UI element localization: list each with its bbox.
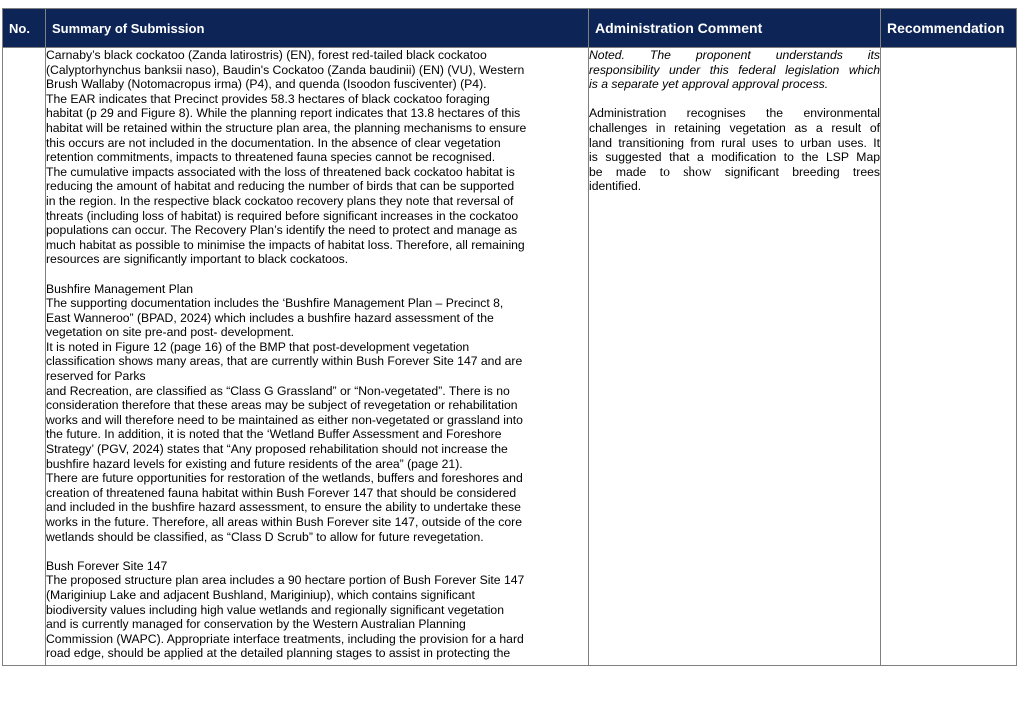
summary-line: in the region. In the respective black cockatoo recovery plans they note that reversal of <box>46 193 514 208</box>
admin-comment-cell <box>589 48 881 666</box>
summary-line: populations can occur. The Recovery Plan’s identify the need to protect and manage as <box>46 223 518 238</box>
summary-line: reserved for Parks <box>46 369 146 384</box>
summary-line: bushfire hazard levels for existing and future residents of the area” (page 21). <box>46 456 463 471</box>
paragraph-gap <box>46 267 588 282</box>
admin-text-part: significant breeding trees <box>711 164 880 179</box>
summary-line: and Recreation, are classified as “Class G Grassland” or “Non-vegetated”. There is no <box>46 383 510 398</box>
summary-line: habitat (p 29 and Figure 8). While the planning report indicates that 13.8 hectares of this <box>46 106 521 121</box>
table-row <box>3 48 1017 666</box>
summary-line: and is currently managed for conservation by the Western Australian Planning <box>46 617 466 632</box>
admin-text-part: be made <box>589 164 660 179</box>
summary-line: The EAR indicates that Precinct provides 58.3 hectares of black cockatoo foraging <box>46 91 490 106</box>
summary-line: classification shows many areas, that are currently within Bush Forever Site 147 and are <box>46 354 523 369</box>
summary-line: It is noted in Figure 12 (page 16) of the BMP that post-development vegetation <box>46 339 470 354</box>
summary-text <box>46 48 588 661</box>
admin-line <box>589 165 880 180</box>
header-summary: Summary of Submission <box>46 9 589 48</box>
summary-line: the future. In addition, it is noted that the ‘Wetland Buffer Assessment and Foreshore <box>46 427 502 442</box>
admin-comment-text <box>589 48 880 194</box>
summary-line: The proposed structure plan area includes a 90 hectare portion of Bush Forever Site 147 <box>46 573 525 588</box>
summary-line: and included in the bushfire hazard assessment, to ensure the ability to undertake these <box>46 500 521 515</box>
summary-line: retention commitments, impacts to threatened fauna species cannot be recognised. <box>46 150 496 165</box>
summary-line: habitat will be retained within the structure plan area, the planning mechanisms to ensure <box>46 120 527 135</box>
summary-line: (Mariginiup Lake and adjacent Bushland, Mariginiup), which contains significant <box>46 587 475 602</box>
summary-line: Commission (WAPC). Appropriate interface treatments, including the provision for a hard <box>46 631 524 646</box>
summary-line: much habitat as possible to minimise the impacts of habitat loss. Therefore, all remaining <box>46 237 525 252</box>
summary-line: The supporting documentation includes the ‘Bushfire Management Plan – Precinct 8, <box>46 296 504 311</box>
summary-line: Strategy’ (PGV, 2024) states that “Any proposed rehabilitation should not increase the <box>46 442 508 457</box>
admin-line: challenges in retaining vegetation as a result of <box>589 120 880 135</box>
summary-line: biodiversity values including high value wetlands and regionally significant vegetation <box>46 602 504 617</box>
summary-line: (Calyptorhynchus banksii naso), Baudin's Cockatoo (Zanda baudinii) (EN) (VU), Western <box>46 62 525 77</box>
summary-line: works in the future. Therefore, all areas within Bush Forever site 147, outside of the core <box>46 515 523 529</box>
admin-line: responsibility under this federal legislation which <box>589 62 880 77</box>
no-cell <box>3 48 46 666</box>
summary-line: East Wanneroo” (BPAD, 2024) which includes a bushfire hazard assessment of the <box>46 310 494 325</box>
summary-line: There are future opportunities for restoration of the wetlands, buffers and foreshores and <box>46 471 523 486</box>
header-no: No. <box>3 9 46 48</box>
admin-line: identified. <box>589 179 642 194</box>
admin-line: Administration recognises the environmental <box>589 106 880 121</box>
summary-line: Bushfire Management Plan <box>46 281 194 296</box>
summary-line: creation of threatened fauna habitat within Bush Forever 147 that should be considered <box>46 485 517 500</box>
summary-line: vegetation on site pre-and post- development. <box>46 325 294 340</box>
summary-line: road edge, should be applied at the detailed planning stages to assist in protecting the <box>46 646 511 661</box>
summary-line: this occurs are not included in the documentation. In the absence of clear vegetation <box>46 135 501 150</box>
summary-line: wetlands should be classified, as “Class D Scrub” to allow for future revegetation. <box>46 529 484 544</box>
table-header-row <box>3 9 1017 48</box>
admin-text-part: to show <box>659 163 712 179</box>
admin-line: Noted. The proponent understands its <box>589 48 880 62</box>
submission-table <box>2 8 1017 666</box>
summary-line: consideration therefore that these areas may be subject of revegetation or rehabilitation <box>46 398 518 413</box>
summary-line: Carnaby’s black cockatoo (Zanda latirostris) (EN), forest red-tailed black cockatoo <box>46 48 487 62</box>
summary-line: Bush Forever Site 147 <box>46 558 168 573</box>
recommendation-cell <box>881 48 1017 666</box>
paragraph-gap <box>46 544 588 559</box>
summary-line: works and will therefore need to be maintained as either non-vegetated or grassland into <box>46 412 523 427</box>
header-admin-comment: Administration Comment <box>589 9 881 48</box>
summary-cell <box>46 48 589 666</box>
admin-line: land transitioning from rural uses to urban uses. It <box>589 135 880 150</box>
summary-line: The cumulative impacts associated with the loss of threatened back cockatoo habitat is <box>46 164 515 179</box>
summary-line: reducing the amount of habitat and reducing the number of birds that can be supported <box>46 179 515 194</box>
summary-line: threats (including loss of habitat) is required before significant increases in the cockatoo <box>46 208 519 223</box>
summary-line: resources are significantly important to black cockatoos. <box>46 252 349 267</box>
header-recommendation: Recommendation <box>881 9 1017 48</box>
admin-line: is suggested that a modification to the LSP Map <box>589 150 880 165</box>
admin-line: is a separate yet approval approval process. <box>589 77 829 92</box>
summary-line: Brush Wallaby (Notomacropus irma) (P4), and quenda (Isoodon fusciventer) (P4). <box>46 77 487 92</box>
